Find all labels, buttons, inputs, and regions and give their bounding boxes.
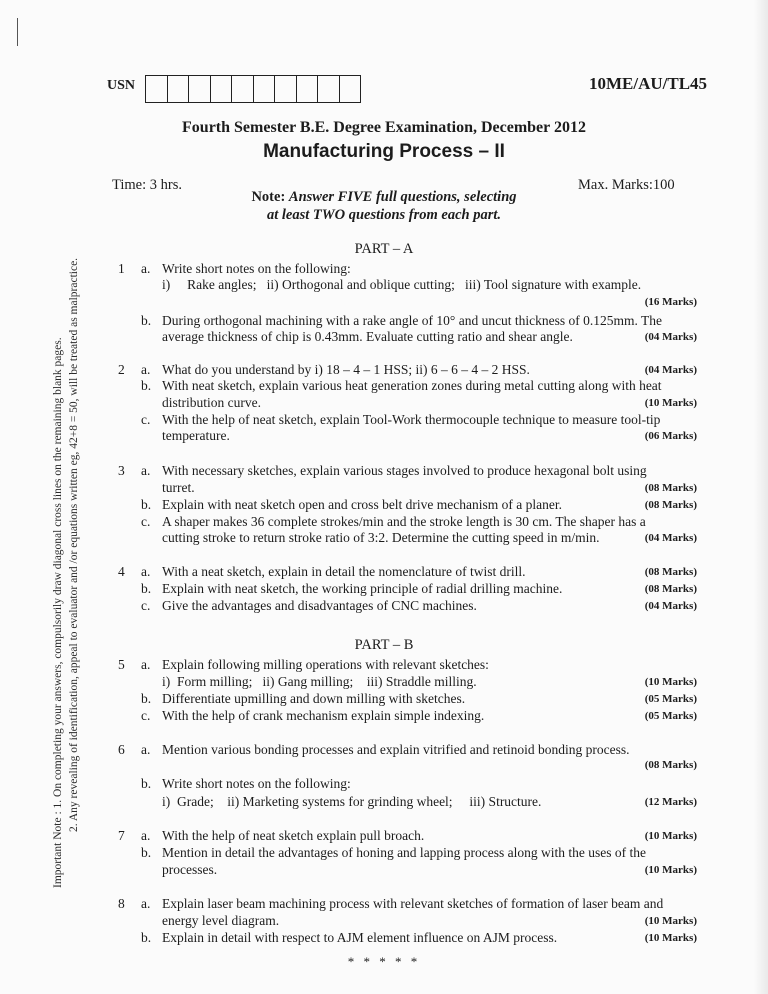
question-text: With neat sketch, explain various heat generation zones during metal cutting along with heat — [162, 378, 662, 393]
marks-label: (04 Marks) — [644, 532, 697, 544]
subpart-label: a. — [141, 261, 151, 276]
subject-title: Manufacturing Process – II — [263, 141, 505, 162]
subpart-label: c. — [141, 514, 151, 529]
question-number: 8 — [118, 896, 125, 911]
question-text: What do you understand by i) 18 – 4 – 1 HSS; ii) 6 – 6 – 4 – 2 HSS. — [162, 362, 530, 377]
marks-label: (05 Marks) — [644, 710, 697, 722]
marks-label: (08 Marks) — [644, 566, 697, 578]
subpart-label: b. — [141, 930, 152, 945]
marks-label: (04 Marks) — [644, 364, 697, 376]
subpart-label: b. — [141, 378, 152, 393]
question-text: turret. — [162, 480, 195, 495]
question-text: i) Grade; ii) Marketing systems for grinding wheel; iii) Structure. — [162, 794, 542, 809]
marks-label: (04 Marks) — [644, 600, 697, 612]
note-line-2: at least TWO questions from each part. — [266, 207, 502, 223]
question-number: 2 — [118, 362, 125, 377]
subpart-label: a. — [141, 362, 151, 377]
marks-label: (12 Marks) — [644, 796, 697, 808]
marks-label: (10 Marks) — [644, 932, 697, 944]
usn-digit-box — [318, 75, 340, 103]
question-text: distribution curve. — [162, 395, 261, 410]
question-text: With the help of neat sketch explain pull broach. — [162, 828, 425, 843]
marks-label: (08 Marks) — [644, 499, 697, 511]
question-text: cutting stroke to return stroke ratio of 3:2. Determine the cutting speed in m/min. — [162, 530, 600, 545]
marks-label: (04 Marks) — [644, 331, 697, 343]
part-a-heading: PART – A — [354, 241, 414, 257]
usn-label: USN — [107, 78, 136, 93]
instructions-note — [0, 188, 768, 224]
question-text: processes. — [162, 862, 218, 877]
usn-digit-box — [297, 75, 319, 103]
marks-label: (10 Marks) — [644, 830, 697, 842]
question-text: average thickness of chip is 0.43mm. Evaluate cutting ratio and shear angle. — [162, 329, 573, 344]
question-text: With necessary sketches, explain various stages involved to produce hexagonal bolt using — [162, 463, 647, 478]
marks-label: (06 Marks) — [644, 430, 697, 442]
question-text: temperature. — [162, 428, 230, 443]
paper-code: 10ME/AU/TL45 — [589, 74, 708, 93]
question-text: During orthogonal machining with a rake angle of 10° and uncut thickness of 0.125mm. The — [162, 313, 663, 328]
subpart-label: a. — [141, 564, 151, 579]
marks-label: (08 Marks) — [644, 759, 697, 771]
usn-digit-box — [211, 75, 233, 103]
subpart-label: b. — [141, 776, 152, 791]
question-text: Explain in detail with respect to AJM element influence on AJM process. — [162, 930, 558, 945]
marks-label: (10 Marks) — [644, 915, 697, 927]
usn-digit-box — [232, 75, 254, 103]
subpart-label: a. — [141, 463, 151, 478]
question-text: Give the advantages and disadvantages of CNC machines. — [162, 598, 477, 613]
question-text: Mention in detail the advantages of honing and lapping process along with the uses of the — [162, 845, 647, 860]
side-important-note — [50, 248, 98, 888]
question-text: With the help of neat sketch, explain Tool-Work thermocouple technique to measure tool-tip — [162, 412, 661, 427]
question-text: Write short notes on the following: — [162, 776, 351, 791]
question-text: Differentiate upmilling and down milling with sketches. — [162, 691, 466, 706]
marks-label: (05 Marks) — [644, 693, 697, 705]
subpart-label: b. — [141, 581, 152, 596]
marks-label: (10 Marks) — [644, 676, 697, 688]
question-text: A shaper makes 36 complete strokes/min and the stroke length is 30 cm. The shaper has a — [162, 514, 646, 529]
question-text: Explain with neat sketch open and cross belt drive mechanism of a planer. — [162, 497, 563, 512]
marks-label: (10 Marks) — [644, 397, 697, 409]
subpart-label: c. — [141, 598, 151, 613]
question-text: Explain following milling operations with relevant sketches: — [162, 657, 489, 672]
question-text: i) Rake angles; ii) Orthogonal and oblique cutting; iii) Tool signature with example. — [162, 277, 642, 292]
question-text: With the help of crank mechanism explain simple indexing. — [162, 708, 485, 723]
usn-digit-box — [189, 75, 211, 103]
question-text: Write short notes on the following: — [162, 261, 351, 276]
subpart-label: a. — [141, 657, 151, 672]
subpart-label: b. — [141, 497, 152, 512]
question-text: energy level diagram. — [162, 913, 280, 928]
usn-digit-box — [254, 75, 276, 103]
subpart-label: b. — [141, 691, 152, 706]
question-number: 7 — [118, 828, 125, 843]
usn-digit-box — [275, 75, 297, 103]
question-number: 5 — [118, 657, 125, 672]
side-note-line-2: 2. Any revealing of identification, appeal to evaluator and /or equations written eg, 42+8 = 50, will be treated as malpractice. — [68, 257, 80, 832]
question-text: Mention various bonding processes and explain vitrified and retinoid bonding process. — [162, 742, 630, 757]
usn-digit-box — [340, 75, 362, 103]
max-marks: Max. Marks:100 — [578, 177, 675, 193]
subpart-label: c. — [141, 708, 151, 723]
note-line-1: Answer FIVE full questions, selecting — [288, 189, 517, 205]
subpart-label: c. — [141, 412, 151, 427]
marks-label: (10 Marks) — [644, 864, 697, 876]
side-note-line-1: Important Note : 1. On completing your answers, compulsorily draw diagonal cross lines on the remaining blank pages. — [52, 337, 64, 888]
marks-label: (16 Marks) — [644, 296, 697, 308]
exam-title: Fourth Semester B.E. Degree Examination, December 2012 — [182, 119, 586, 136]
question-number: 4 — [118, 564, 125, 579]
usn-boxes — [145, 75, 361, 103]
question-text: i) Form milling; ii) Gang milling; iii) Straddle milling. — [162, 674, 477, 689]
subpart-label: b. — [141, 313, 152, 328]
marks-label: (08 Marks) — [644, 482, 697, 494]
subpart-label: a. — [141, 742, 151, 757]
question-text: With a neat sketch, explain in detail the nomenclature of twist drill. — [162, 564, 526, 579]
question-number: 6 — [118, 742, 125, 757]
question-text: Explain with neat sketch, the working principle of radial drilling machine. — [162, 581, 563, 596]
usn-digit-box — [168, 75, 190, 103]
marks-label: (08 Marks) — [644, 583, 697, 595]
question-number: 3 — [118, 463, 125, 478]
question-number: 1 — [118, 261, 125, 276]
part-b-heading: PART – B — [354, 637, 414, 653]
question-text: Explain laser beam machining process with relevant sketches of formation of laser beam and — [162, 896, 664, 911]
note-prefix: Note: — [251, 189, 286, 205]
subpart-label: a. — [141, 828, 151, 843]
usn-digit-box — [146, 75, 168, 103]
end-of-paper-mark: * * * * * — [347, 954, 421, 969]
scan-artifact — [17, 18, 18, 46]
exam-duration: Time: 3 hrs. — [112, 177, 182, 193]
subpart-label: b. — [141, 845, 152, 860]
subpart-label: a. — [141, 896, 151, 911]
